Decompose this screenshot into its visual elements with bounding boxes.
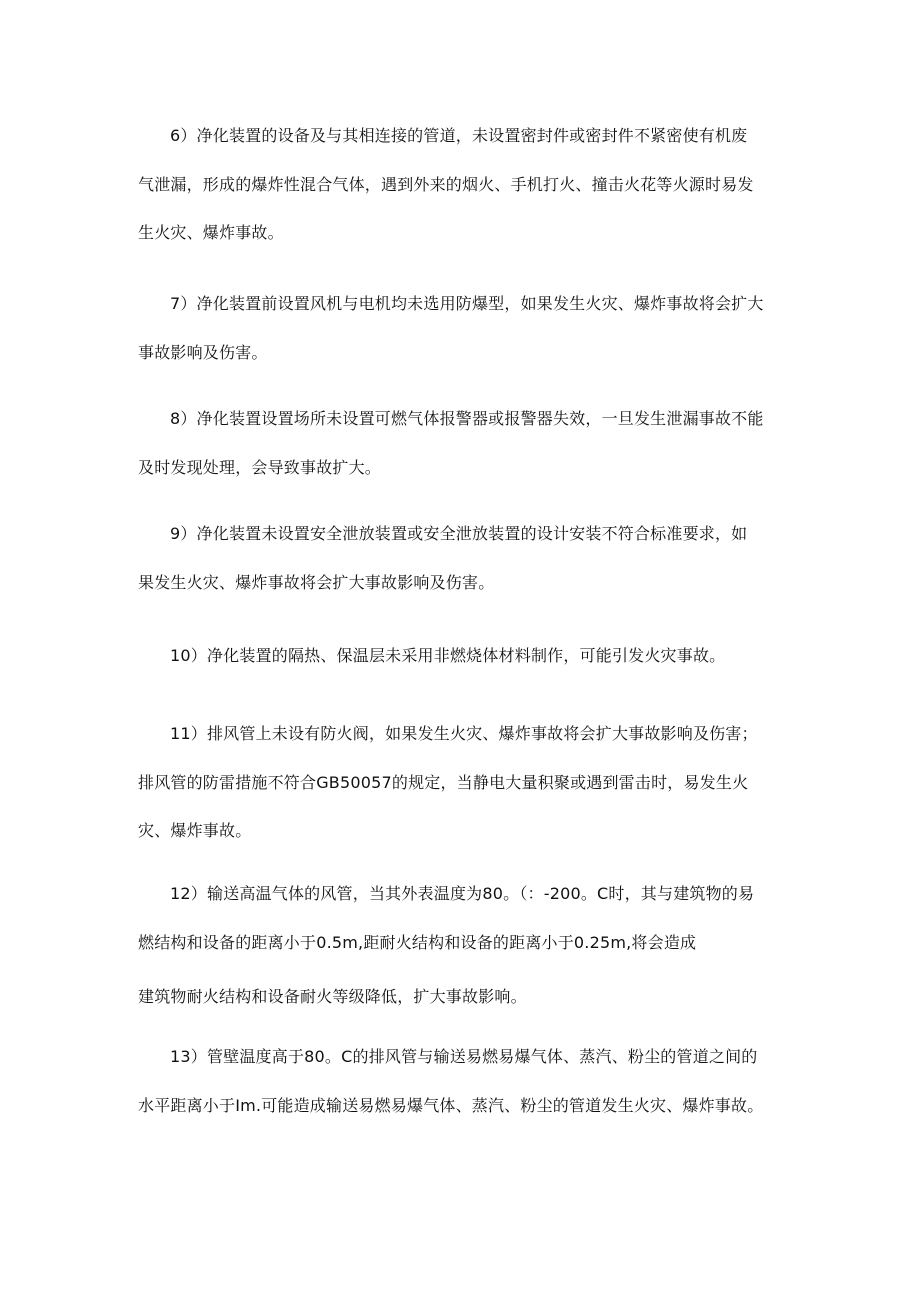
paragraph-6 — [138, 112, 798, 258]
paragraph-line: 12）输送高温气体的风管，当其外表温度为80。（：-200。C时，其与建筑物的易 — [170, 884, 755, 903]
paragraph-12 — [138, 870, 798, 967]
paragraph-8 — [138, 395, 798, 492]
paragraph-11 — [138, 710, 798, 856]
paragraph-line: 水平距离小于Im.可能造成输送易燃易爆气体、蒸汽、粉尘的管道发生火灾、爆炸事故。 — [138, 1095, 764, 1115]
paragraph-7 — [138, 280, 798, 377]
paragraph-line: 11）排风管上未设有防火阀，如果发生火灾、爆炸事故将会扩大事故影响及伤害； — [170, 724, 758, 743]
paragraph-line: 13）管壁温度高于80。C的排风管与输送易燃易爆气体、蒸汽、粉尘的管道之间的 — [170, 1047, 758, 1066]
paragraph-line: 及时发现处理，会导致事故扩大。 — [138, 457, 382, 477]
paragraph-line: 7）净化装置前设置风机与电机均未选用防爆型，如果发生火灾、爆炸事故将会扩大 — [170, 294, 764, 313]
paragraph-10 — [138, 632, 798, 681]
paragraph-line: 10）净化装置的隔热、保温层未采用非燃烧体材料制作，可能引发火灾事故。 — [170, 646, 726, 665]
paragraph-line: 建筑物耐火结构和设备耐火等级降低，扩大事故影响。 — [138, 987, 527, 1006]
paragraph-line: 果发生火灾、爆炸事故将会扩大事故影响及伤害。 — [138, 572, 495, 592]
paragraph-9 — [138, 510, 798, 607]
paragraph-line: 事故影响及伤害。 — [138, 342, 268, 362]
paragraph-line: 8）净化装置设置场所未设置可燃气体报警器或报警器失效，一旦发生泄漏事故不能 — [170, 409, 764, 428]
paragraph-line: 9）净化装置未设置安全泄放装置或安全泄放装置的设计安装不符合标准要求，如 — [170, 524, 748, 543]
paragraph-line: 气泄漏，形成的爆炸性混合气体，遇到外来的烟火、手机打火、撞击火花等火源时易发 — [138, 174, 754, 194]
paragraph-line: 生火灾、爆炸事故。 — [138, 223, 284, 242]
paragraph-line: 排风管的防雷措施不符合GB50057的规定，当静电大量积聚或遇到雷击时，易发生火 — [138, 772, 749, 792]
paragraph-12-continuation — [138, 973, 798, 1022]
paragraph-line: 6）净化装置的设备及与其相连接的管道，未设置密封件或密封件不紧密使有机废 — [170, 126, 748, 145]
paragraph-line: 燃结构和设备的距离小于0.5m,距耐火结构和设备的距离小于0.25m,将会造成 — [138, 932, 697, 952]
paragraph-line: 灾、爆炸事故。 — [138, 821, 252, 840]
paragraph-13 — [138, 1033, 798, 1130]
